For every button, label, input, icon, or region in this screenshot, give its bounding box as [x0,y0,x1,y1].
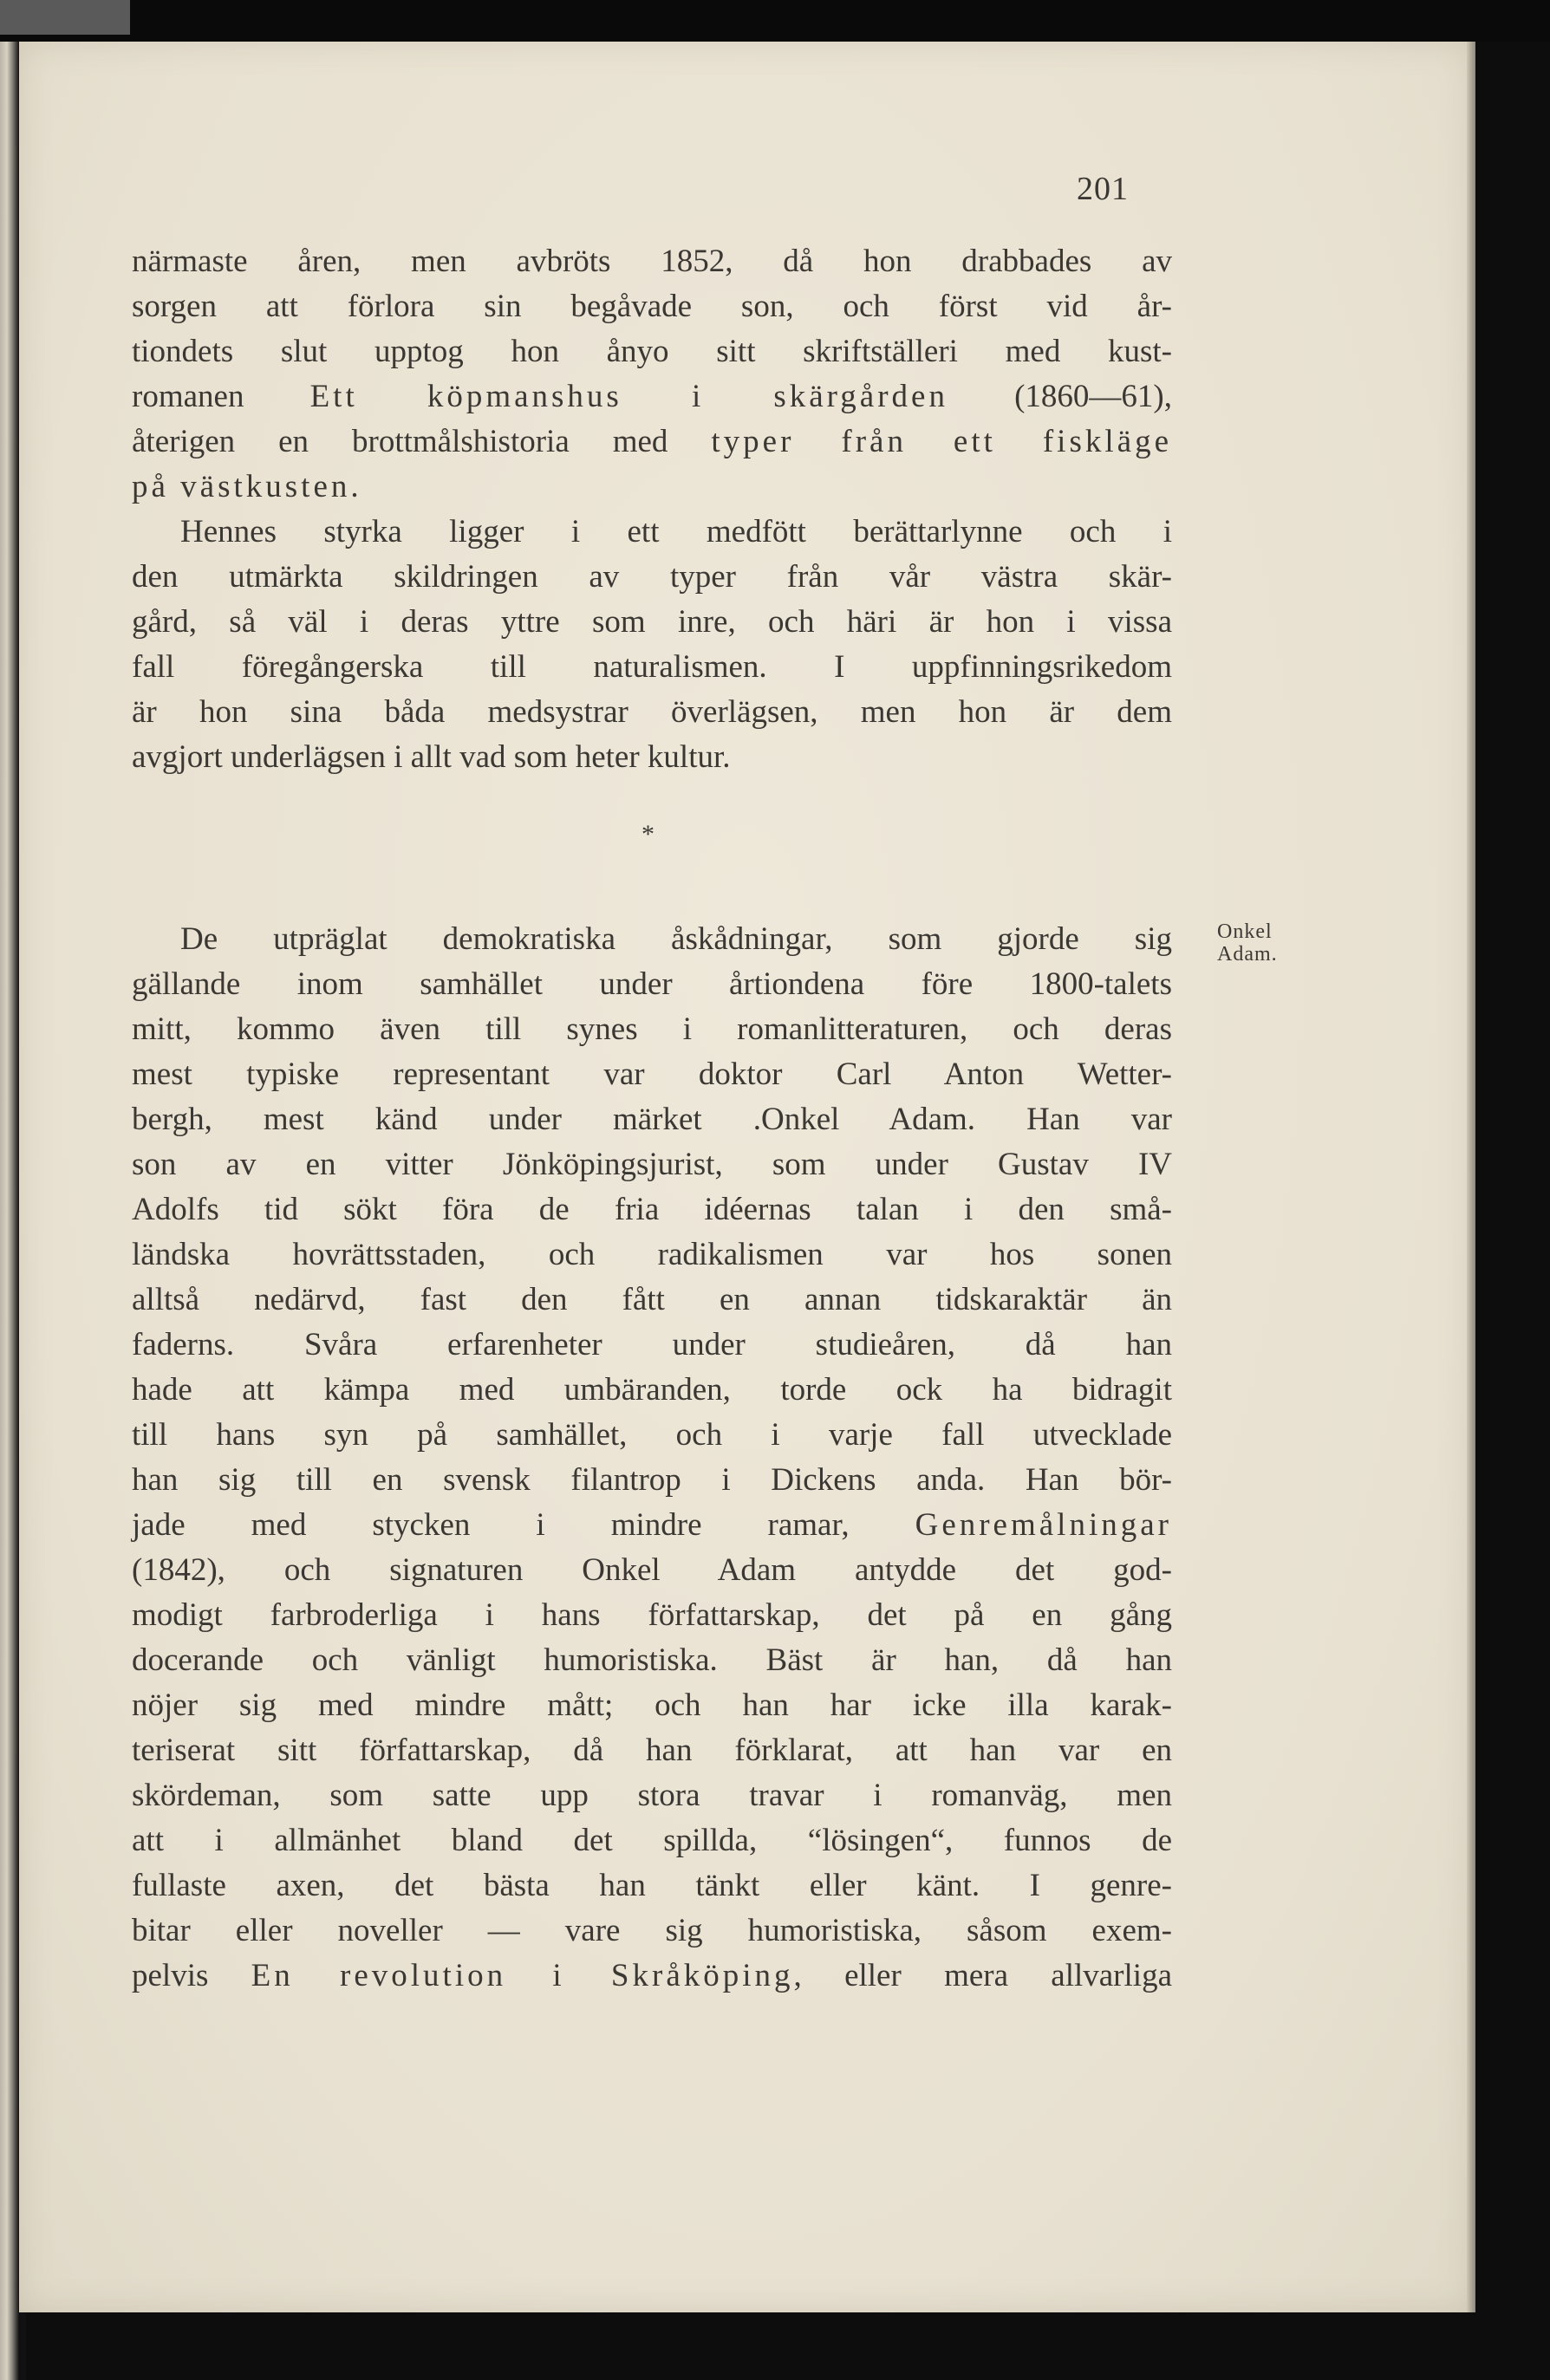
text-line: bergh, mest känd under märket .Onkel Adam. Han var [132,1102,1172,1137]
scan-top-tab [0,0,130,35]
text-line: faderns. Svåra erfarenheter under studieåren, då han [132,1327,1172,1362]
spaced-title: Ett köpmanshus i skärgården [309,379,948,414]
spaced-title: Genremålningar [915,1507,1172,1543]
text-line: gård, så väl i deras yttre som inre, och häri är hon i vissa [132,604,1172,640]
spaced-title: typer från ett fiskläge [711,424,1172,459]
text-line: De utpräglat demokratiska åskådningar, som gjorde sig [180,921,1172,957]
margin-note-line: Onkel [1217,920,1273,943]
page-number: 201 [1077,171,1129,207]
text-line: han sig till en svensk filantrop i Dickens anda. Han bör- [132,1462,1172,1498]
text-line: till hans syn på samhället, och i varje fall utvecklade [132,1417,1172,1453]
text-line: skördeman, som satte upp stora travar i romanväg, men [132,1778,1172,1813]
text-line: hade att kämpa med umbäranden, torde ock ha bidragit [132,1372,1172,1408]
text-line: romanen Ett köpmanshus i skärgården (1860—61), [132,379,1172,414]
text-line: teriserat sitt författarskap, då han förklarat, att han var en [132,1733,1172,1768]
text-line: mest typiske representant var doktor Carl Anton Wetter- [132,1057,1172,1092]
page-right-edge [1467,42,1475,2312]
text-line: son av en vitter Jönköpingsjurist, som under Gustav IV [132,1147,1172,1182]
text-line: tiondets slut upptog hon ånyo sitt skriftställeri med kust- [132,334,1172,369]
text-line: alltså nedärvd, fast den fått en annan tidskaraktär än [132,1282,1172,1317]
text-line: Adolfs tid sökt föra de fria idéernas talan i den små- [132,1192,1172,1227]
text-column-lower [132,917,1172,1999]
text-line: bitar eller noveller — vare sig humoristiska, såsom exem- [132,1913,1172,1948]
text-line: avgjort underlägsen i allt vad som heter kultur. [132,739,731,775]
text-line: återigen en brottmålshistoria med typer från ett fiskläge [132,424,1172,459]
text-line: den utmärkta skildringen av typer från vår västra skär- [132,559,1172,595]
text-line: docerande och vänligt humoristiska. Bäst är han, då han [132,1642,1172,1678]
text-line: mitt, kommo även till synes i romanlitteraturen, och deras [132,1011,1172,1047]
text-line: ländska hovrättsstaden, och radikalismen var hos sonen [132,1237,1172,1272]
text-line: närmaste åren, men avbröts 1852, då hon drabbades av [132,244,1172,279]
text-column-upper [132,239,1172,780]
text-line: Hennes styrka ligger i ett medfött berättarlynne och i [180,514,1172,549]
text-line: (1842), och signaturen Onkel Adam antydde det god- [132,1552,1172,1588]
margin-note-line: Adam. [1217,943,1278,966]
text-line: nöjer sig med mindre mått; och han har icke illa karak- [132,1687,1172,1723]
text-line: att i allmänhet bland det spillda, “lösingen“, funnos de [132,1823,1172,1858]
section-separator: * [641,820,655,849]
text-line: gällande inom samhället under årtiondena före 1800-talets [132,966,1172,1002]
text-line: sorgen att förlora sin begåvade son, och först vid år- [132,289,1172,324]
margin-note [1217,920,1312,966]
text-line: fall föregångerska till naturalismen. I uppfinningsrikedom [132,649,1172,685]
spaced-title: på västkusten [132,469,351,504]
text-line: modigt farbroderliga i hans författarskap, det på en gång [132,1597,1172,1633]
text-line: på västkusten. [132,469,359,504]
text-line: är hon sina båda medsystrar överlägsen, men hon är dem [132,694,1172,730]
text-line: fullaste axen, det bästa han tänkt eller känt. I genre- [132,1868,1172,1903]
text-line: pelvis En revolution i Skråköping, eller mera allvarliga [132,1958,1172,1993]
scan-top-border [0,0,1550,42]
text-line: jade med stycken i mindre ramar, Genremålningar [132,1507,1172,1543]
spaced-title: En revolution i Skråköping [251,1958,794,1993]
